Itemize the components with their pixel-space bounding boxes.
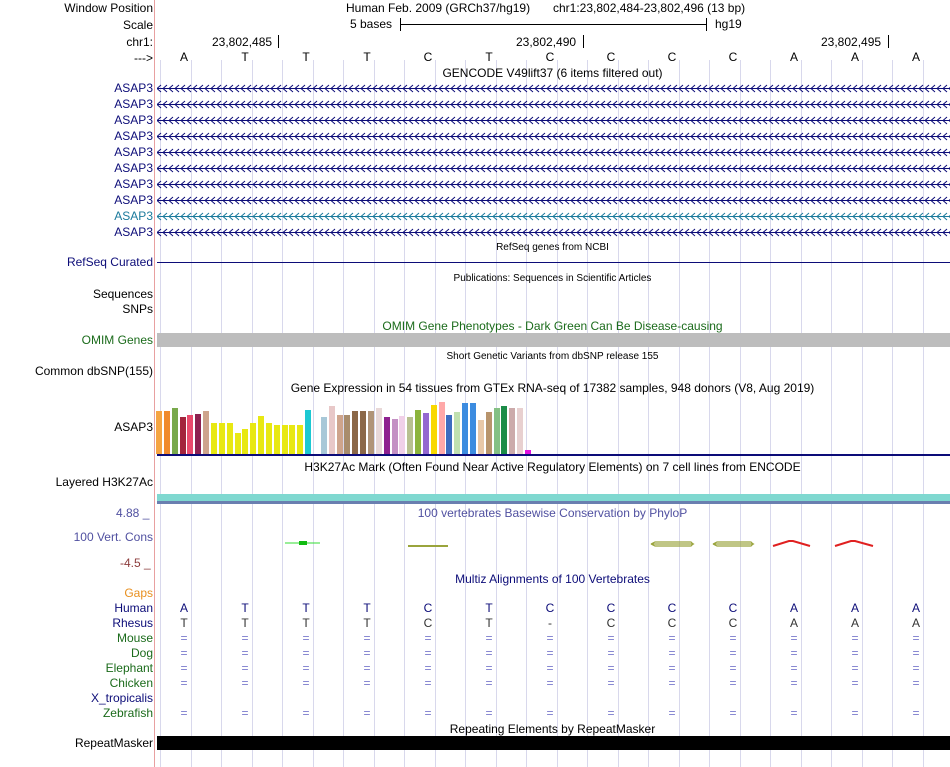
alignment-cell: = [546, 631, 554, 645]
phylop-track-title[interactable]: 100 vertebrates Basewise Conservation by PhyloP [417, 506, 688, 520]
gtex-tissue-bar[interactable] [235, 433, 241, 454]
alignment-cell: = [912, 646, 920, 660]
base-letter: C [423, 50, 433, 64]
alignment-cell: = [241, 661, 249, 675]
gencode-transcript[interactable] [157, 228, 950, 237]
alignment-cell: = [668, 631, 676, 645]
coord-2-tick [583, 35, 584, 48]
gtex-tissue-bar[interactable] [352, 411, 358, 454]
gtex-tissue-bar[interactable] [258, 416, 264, 454]
alignment-cell: C [606, 601, 616, 615]
gtex-gene-label[interactable]: ASAP3 [114, 420, 153, 434]
alignment-cell: = [180, 631, 188, 645]
alignment-cell: = [729, 706, 737, 720]
gtex-tissue-bar[interactable] [399, 416, 405, 454]
scale-label: Scale [122, 18, 153, 32]
gtex-tissue-bar[interactable] [321, 417, 327, 454]
alignment-cell: = [607, 631, 615, 645]
chrom-label: chr1: [126, 35, 153, 49]
gtex-tissue-bar[interactable] [494, 408, 500, 454]
alignment-cell: C [545, 601, 555, 615]
gtex-baseline [157, 454, 950, 456]
position-readout[interactable]: chr1:23,802,484-23,802,496 (13 bp) [553, 1, 746, 15]
gtex-tissue-bar[interactable] [478, 420, 484, 454]
gencode-transcript-label[interactable]: ASAP3 [114, 193, 153, 207]
alignment-cell: C [728, 601, 738, 615]
gtex-tissue-bar[interactable] [337, 415, 343, 454]
alignment-cell: = [424, 646, 432, 660]
gencode-transcript-label[interactable]: ASAP3 [114, 97, 153, 111]
gencode-transcript[interactable] [157, 164, 950, 173]
strand-arrows [157, 164, 950, 173]
strand-arrows [157, 132, 950, 141]
gencode-transcript[interactable] [157, 84, 950, 93]
alignment-cell: C [667, 601, 677, 615]
alignment-cell: = [363, 631, 371, 645]
alignment-cell: = [729, 631, 737, 645]
gtex-tissue-bar[interactable] [297, 425, 303, 454]
alignment-cell: = [790, 676, 798, 690]
alignment-cell: = [729, 676, 737, 690]
alignment-cell: A [850, 601, 860, 615]
alignment-cell: = [546, 706, 554, 720]
strand-arrows [157, 148, 950, 157]
sequences-label[interactable]: Sequences [92, 287, 153, 301]
base-letter: T [302, 50, 310, 64]
alignment-cell: = [851, 706, 859, 720]
gaps-label[interactable]: Gaps [124, 586, 153, 600]
alignment-cell: = [302, 706, 310, 720]
alignment-cell: - [548, 616, 552, 630]
alignment-cell: C [606, 616, 616, 630]
base-letter: A [850, 50, 860, 64]
alignment-cell: C [423, 616, 433, 630]
alignment-cell: = [241, 706, 249, 720]
omim-label[interactable]: OMIM Genes [81, 333, 153, 347]
gencode-transcript-label[interactable]: ASAP3 [114, 129, 153, 143]
alignment-cell: = [851, 661, 859, 675]
strand-arrows [157, 196, 950, 205]
alignment-cell: = [302, 676, 310, 690]
gtex-tissue-bar[interactable] [392, 419, 398, 454]
h3k27ac-track-title[interactable]: H3K27Ac Mark (Often Found Near Active Regulatory Elements) on 7 cell lines from ENCODE [304, 460, 801, 474]
gtex-tissue-bar[interactable] [376, 408, 382, 454]
base-letter: T [363, 50, 371, 64]
alignment-cell: = [363, 646, 371, 660]
alignment-cell: C [667, 616, 677, 630]
alignment-cell: = [363, 676, 371, 690]
alignment-cell: = [485, 661, 493, 675]
species-label[interactable]: Dog [130, 646, 153, 660]
alignment-cell: = [302, 631, 310, 645]
coord-1-tick [278, 35, 279, 48]
alignment-cell: = [668, 646, 676, 660]
gencode-transcript-label[interactable]: ASAP3 [114, 225, 153, 239]
gencode-transcript[interactable] [157, 148, 950, 157]
alignment-cell: T [363, 601, 371, 615]
base-letter: A [179, 50, 189, 64]
alignment-cell: = [302, 646, 310, 660]
gencode-transcript-label[interactable]: ASAP3 [114, 81, 153, 95]
alignment-cell: A [789, 616, 799, 630]
alignment-cell: = [668, 706, 676, 720]
alignment-cell: = [180, 706, 188, 720]
alignment-cell: = [912, 631, 920, 645]
gtex-tissue-bar[interactable] [439, 402, 445, 454]
gtex-tissue-bar[interactable] [203, 411, 209, 454]
alignment-cell: T [485, 616, 493, 630]
alignment-cell: = [729, 661, 737, 675]
window-position-label: Window Position [64, 1, 153, 15]
alignment-cell: = [485, 646, 493, 660]
alignment-cell: A [911, 616, 921, 630]
gencode-transcript-label[interactable]: ASAP3 [114, 209, 153, 223]
species-label[interactable]: Human [114, 601, 153, 615]
refseq-label[interactable]: RefSeq Curated [66, 255, 153, 269]
gtex-tissue-bar[interactable] [180, 417, 186, 454]
gtex-tissue-bar[interactable] [164, 411, 170, 454]
gtex-tissue-bar[interactable] [305, 410, 311, 454]
strand-arrows [157, 100, 950, 109]
gencode-transcript-label[interactable]: ASAP3 [114, 161, 153, 175]
strand-arrows [157, 212, 950, 221]
gencode-transcript-label[interactable]: ASAP3 [114, 113, 153, 127]
gtex-tissue-bar[interactable] [415, 410, 421, 454]
strand-label: ---> [134, 51, 153, 65]
alignment-cell: = [790, 631, 798, 645]
gencode-transcript[interactable] [157, 132, 950, 141]
gtex-tissue-bar[interactable] [423, 413, 429, 454]
species-label[interactable]: Rhesus [112, 616, 153, 630]
species-label[interactable]: Zebrafish [102, 706, 153, 720]
assembly-name: Human Feb. 2009 (GRCh37/hg19) [346, 1, 531, 15]
phylop-min: -4.5 _ [120, 556, 151, 570]
gencode-transcript[interactable] [157, 100, 950, 109]
alignment-cell: = [363, 706, 371, 720]
gencode-transcript[interactable] [157, 180, 950, 189]
h3k27ac-label[interactable]: Layered H3K27Ac [55, 475, 153, 489]
alignment-cell: = [485, 676, 493, 690]
alignment-cell: = [607, 706, 615, 720]
alignment-cell: T [180, 616, 188, 630]
strand-arrows [157, 84, 950, 93]
scale-bar-right-tick [706, 18, 707, 31]
species-label[interactable]: X_tropicalis [90, 691, 153, 705]
alignment-cell: = [668, 676, 676, 690]
alignment-cell: C [423, 601, 433, 615]
scale-bar [400, 24, 706, 25]
gtex-tissue-bar[interactable] [219, 423, 225, 454]
multiz-track-title[interactable]: Multiz Alignments of 100 Vertebrates [455, 572, 650, 586]
alignment-cell: = [607, 646, 615, 660]
gtex-tissue-bar[interactable] [282, 425, 288, 454]
omim-gene-bar[interactable] [157, 333, 950, 347]
gtex-tissue-bar[interactable] [227, 423, 233, 454]
alignment-cell: T [241, 601, 249, 615]
alignment-cell: = [790, 706, 798, 720]
alignment-cell: = [790, 646, 798, 660]
omim-track-title[interactable]: OMIM Gene Phenotypes - Dark Green Can Be Disease-causing [382, 319, 723, 333]
coord-1: 23,802,485 [212, 35, 273, 49]
alignment-cell: = [851, 676, 859, 690]
base-letter: T [485, 50, 493, 64]
alignment-cell: T [363, 616, 371, 630]
gtex-tissue-bar[interactable] [211, 423, 217, 454]
gtex-tissue-bar[interactable] [446, 415, 452, 454]
gtex-track-title[interactable]: Gene Expression in 54 tissues from GTEx RNA-seq of 17382 samples, 948 donors (V8, Aug 2019) [290, 381, 815, 395]
base-letter: C [728, 50, 738, 64]
base-letter: A [911, 50, 921, 64]
base-letter: C [667, 50, 677, 64]
gtex-tissue-bar[interactable] [407, 417, 413, 454]
gtex-tissue-bar[interactable] [289, 425, 295, 454]
repeatmasker-track-title[interactable]: Repeating Elements by RepeatMasker [449, 722, 656, 736]
gencode-transcript-label[interactable]: ASAP3 [114, 177, 153, 191]
gencode-transcript[interactable] [157, 196, 950, 205]
alignment-cell: = [424, 676, 432, 690]
gtex-tissue-bar[interactable] [384, 417, 390, 454]
alignment-cell: = [546, 661, 554, 675]
gtex-tissue-bar[interactable] [274, 425, 280, 454]
gencode-transcript[interactable] [157, 116, 950, 125]
repeatmasker-label[interactable]: RepeatMasker [74, 736, 153, 750]
dbsnp-label[interactable]: Common dbSNP(155) [34, 364, 153, 378]
alignment-cell: T [302, 616, 310, 630]
alignment-cell: = [546, 646, 554, 660]
gtex-tissue-bar[interactable] [156, 411, 162, 454]
alignment-cell: = [424, 706, 432, 720]
publications-track-title[interactable]: Publications: Sequences in Scientific Articles [453, 273, 652, 284]
gtex-tissue-bar[interactable] [266, 423, 272, 454]
alignment-cell: = [607, 661, 615, 675]
refseq-track-title[interactable]: RefSeq genes from NCBI [496, 242, 609, 253]
coord-3: 23,802,495 [821, 35, 882, 49]
alignment-cell: = [180, 646, 188, 660]
alignment-cell: = [241, 631, 249, 645]
phylop-max: 4.88 _ [116, 506, 150, 520]
alignment-cell: = [302, 661, 310, 675]
gtex-tissue-bar[interactable] [470, 403, 476, 454]
alignment-cell: = [424, 661, 432, 675]
alignment-cell: = [790, 661, 798, 675]
phylop-label[interactable]: 100 Vert. Cons [73, 530, 153, 544]
alignment-cell: = [241, 676, 249, 690]
gtex-tissue-bar[interactable] [344, 415, 350, 454]
h3k27ac-signal[interactable] [157, 494, 950, 501]
strand-arrows [157, 116, 950, 125]
alignment-cell: = [912, 661, 920, 675]
coord-3-tick [888, 35, 889, 48]
alignment-cell: = [851, 631, 859, 645]
alignment-cell: = [180, 676, 188, 690]
base-letter: T [241, 50, 249, 64]
alignment-cell: A [789, 601, 799, 615]
alignment-cell: = [912, 676, 920, 690]
scale-bar-left-tick [400, 18, 401, 31]
snps-label[interactable]: SNPs [122, 302, 153, 316]
db-label: hg19 [715, 17, 742, 31]
h3k27ac-signal-base [157, 501, 950, 504]
gtex-bar-chart[interactable] [155, 396, 535, 454]
gtex-tissue-bar[interactable] [329, 406, 335, 454]
species-label[interactable]: Chicken [109, 676, 153, 690]
alignment-cell: T [241, 616, 249, 630]
gtex-tissue-bar[interactable] [195, 414, 201, 454]
gtex-tissue-bar[interactable] [360, 411, 366, 454]
strand-arrows [157, 228, 950, 237]
species-label[interactable]: Mouse [116, 631, 153, 645]
gencode-transcript[interactable] [157, 212, 950, 221]
species-label[interactable]: Elephant [105, 661, 153, 675]
gtex-tissue-bar[interactable] [431, 405, 437, 454]
alignment-cell: = [668, 661, 676, 675]
gtex-tissue-bar[interactable] [368, 411, 374, 454]
alignment-cell: = [546, 676, 554, 690]
alignment-cell: = [424, 631, 432, 645]
alignment-cell: = [851, 646, 859, 660]
alignment-cell: = [180, 661, 188, 675]
dbsnp-track-title[interactable]: Short Genetic Variants from dbSNP release 155 [446, 351, 659, 362]
alignment-cell: C [728, 616, 738, 630]
gtex-tissue-bar[interactable] [172, 408, 178, 454]
base-letter: C [606, 50, 616, 64]
alignment-cell: A [911, 601, 921, 615]
alignment-cell: = [485, 706, 493, 720]
alignment-cell: = [241, 646, 249, 660]
alignment-cell: T [485, 601, 493, 615]
base-letter: A [789, 50, 799, 64]
gtex-tissue-bar[interactable] [187, 415, 193, 454]
gtex-tissue-bar[interactable] [509, 408, 515, 454]
gtex-tissue-bar[interactable] [250, 423, 256, 454]
gtex-tissue-bar[interactable] [501, 406, 507, 454]
alignment-cell: A [179, 601, 189, 615]
alignment-cell: = [363, 661, 371, 675]
gencode-track-title[interactable]: GENCODE V49lift37 (6 items filtered out) [442, 66, 663, 80]
gtex-tissue-bar[interactable] [517, 408, 523, 454]
refseq-gene-line[interactable] [157, 262, 950, 263]
base-letter: C [545, 50, 555, 64]
gencode-transcript-label[interactable]: ASAP3 [114, 145, 153, 159]
coord-2: 23,802,490 [516, 35, 577, 49]
alignment-cell: = [607, 676, 615, 690]
strand-arrows [157, 180, 950, 189]
alignment-cell: A [850, 616, 860, 630]
alignment-cell: = [912, 706, 920, 720]
alignment-cell: = [729, 646, 737, 660]
gtex-tissue-bar[interactable] [462, 403, 468, 454]
gtex-tissue-bar[interactable] [486, 412, 492, 454]
scale-text: 5 bases [350, 17, 393, 31]
gtex-tissue-bar[interactable] [454, 412, 460, 454]
phylop-plot[interactable] [155, 534, 950, 554]
repeatmasker-bar[interactable] [157, 736, 950, 750]
gtex-tissue-bar[interactable] [242, 429, 248, 454]
alignment-cell: = [485, 631, 493, 645]
alignment-cell: T [302, 601, 310, 615]
